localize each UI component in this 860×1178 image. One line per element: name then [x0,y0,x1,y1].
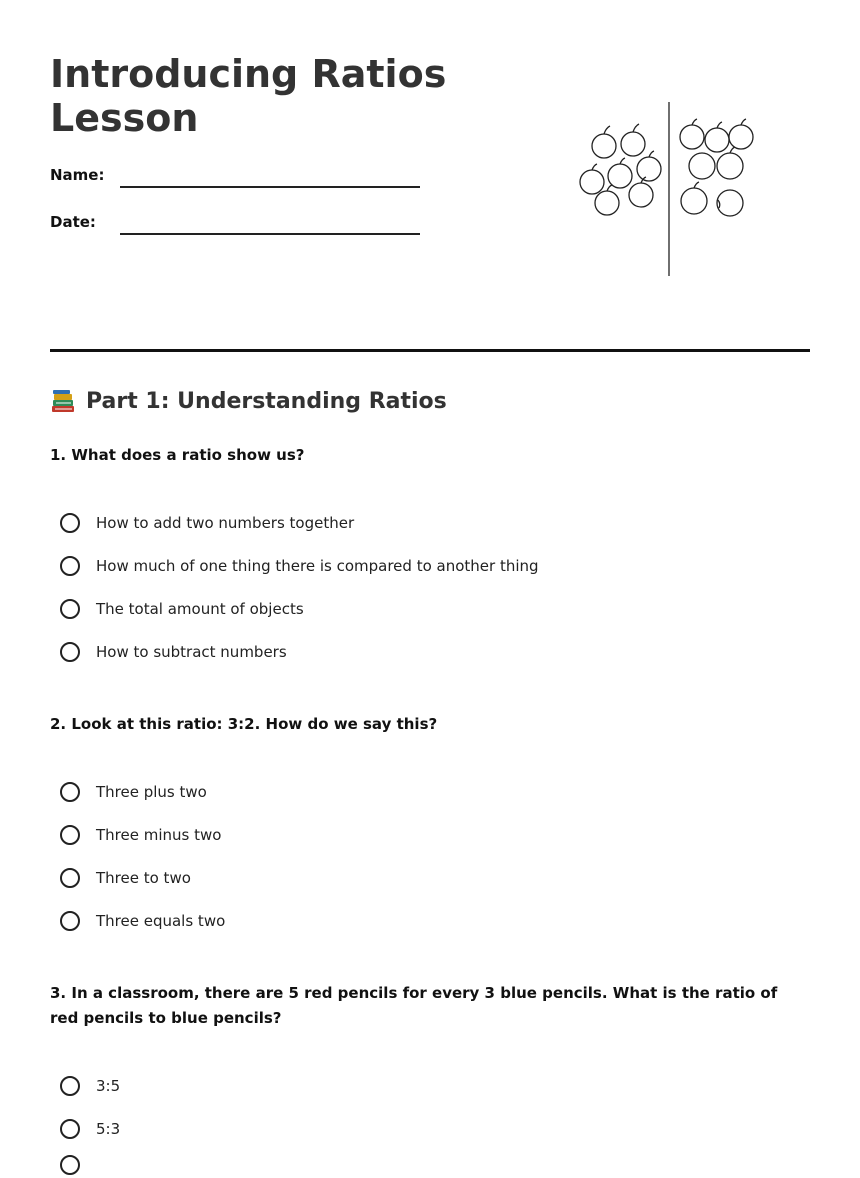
radio-button[interactable] [60,513,80,533]
part-1-heading [50,388,447,414]
q1-option-2[interactable] [60,553,539,579]
option-label: How to subtract numbers [96,643,287,661]
q2-option-1[interactable] [60,779,207,805]
q1-option-1[interactable] [60,510,354,536]
radio-button[interactable] [60,642,80,662]
option-label: Three to two [96,869,191,887]
part-1-heading-text: Part 1: Understanding Ratios [86,388,447,414]
date-label: Date: [50,213,96,231]
radio-button [60,1155,80,1175]
q1-option-3[interactable] [60,596,304,622]
q2-option-2[interactable] [60,822,221,848]
radio-button[interactable] [60,782,80,802]
radio-button[interactable] [60,868,80,888]
option-label: 3:5 [96,1077,121,1095]
option-label: How to add two numbers together [96,514,355,532]
radio-button[interactable] [60,1119,80,1139]
section-divider [50,349,810,352]
question-1: 1. What does a ratio show us? [50,446,305,464]
books-icon [50,388,76,414]
option-label: How much of one thing there is compared to another thing [96,557,539,575]
q3-option-1[interactable] [60,1073,120,1099]
question-2: 2. Look at this ratio: 3:2. How do we say this? [50,715,438,733]
q3-option-2[interactable] [60,1116,120,1142]
radio-button[interactable] [60,1076,80,1096]
q2-option-4[interactable] [60,908,225,934]
name-field[interactable] [120,186,420,188]
option-label: 5:3 [96,1120,121,1138]
name-label: Name: [50,166,105,184]
radio-button[interactable] [60,825,80,845]
q1-option-4[interactable] [60,639,287,665]
radio-button[interactable] [60,911,80,931]
date-field[interactable] [120,233,420,235]
option-label: The total amount of objects [96,600,304,618]
option-label: Three equals two [96,912,226,930]
apples-ratio-illustration [570,100,770,280]
option-label: Three minus two [96,826,222,844]
option-label: Three plus two [96,783,207,801]
question-3: 3. In a classroom, there are 5 red pencils for every 3 blue pencils. What is the ratio of red pencils to blue pencils? [50,984,778,1027]
radio-button[interactable] [60,556,80,576]
radio-button[interactable] [60,599,80,619]
q2-option-3[interactable] [60,865,191,891]
page-title: Introducing Ratios Lesson [50,52,447,140]
q3-option-3-partial [60,1152,96,1178]
